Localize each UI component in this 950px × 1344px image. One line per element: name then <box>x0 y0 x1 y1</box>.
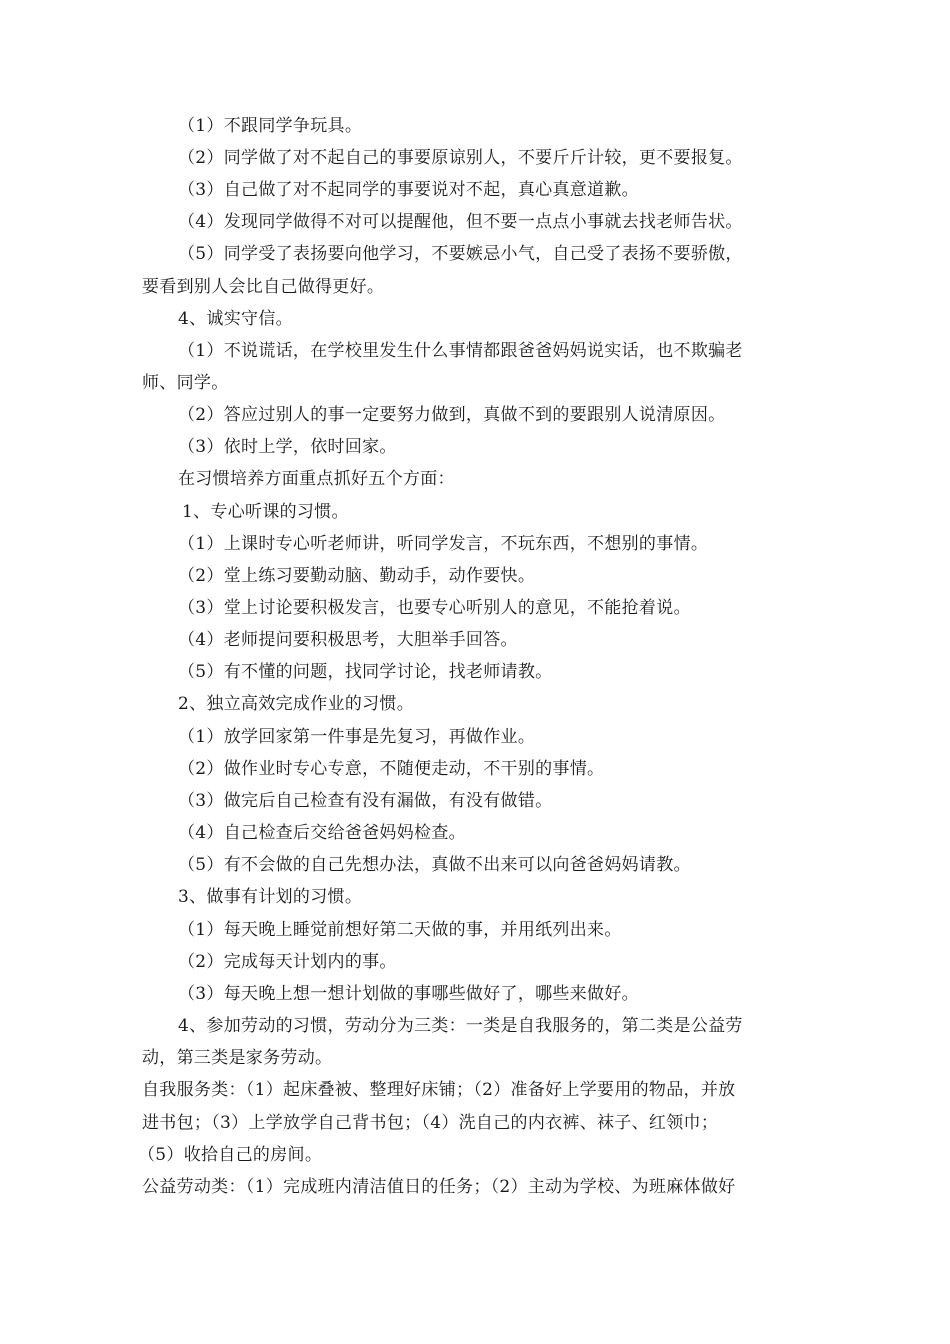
text-line: （4）自己检查后交给爸爸妈妈检查。 <box>178 823 466 843</box>
text-line: （4）老师提问要积极思考，大胆举手回答。 <box>178 630 518 650</box>
section-heading: 2、独立高效完成作业的习惯。 <box>178 694 415 714</box>
text-line: 公益劳动类：（1）完成班内清洁值日的任务；（2）主动为学校、为班麻体做好 <box>142 1177 736 1197</box>
section-heading: 3、做事有计划的习惯。 <box>178 887 363 907</box>
text-line: （2）堂上练习要勤动脑、勤动手，动作要快。 <box>178 566 536 586</box>
section-heading: 4、诚实守信。 <box>178 309 293 329</box>
text-line: （3）依时上学，依时回家。 <box>178 437 397 457</box>
text-line: 动，第三类是家务劳动。 <box>142 1048 333 1068</box>
text-line: 进书包；（3）上学放学自己背书包；（4）洗自己的内衣裤、袜子、红领巾； <box>142 1113 719 1133</box>
text-line: （2）答应过别人的事一定要努力做到，真做不到的要跟别人说清原因。 <box>178 405 726 425</box>
text-line: （4）发现同学做得不对可以提醒他，但不要一点点小事就去找老师告状。 <box>178 212 743 232</box>
text-line: （5）收拾自己的房间。 <box>138 1145 323 1165</box>
text-line: （1）放学回家第一件事是先复习，再做作业。 <box>178 727 536 747</box>
text-line: （3）做完后自己检查有没有漏做，有没有做错。 <box>178 791 553 811</box>
text-line: （5）同学受了表扬要向他学习，不要嫉忌小气，自己受了表扬不要骄傲， <box>178 244 743 264</box>
text-line: （3）每天晚上想一想计划做的事哪些做好了，哪些来做好。 <box>178 984 639 1004</box>
text-line: （2）同学做了对不起自己的事要原谅别人，不要斤斤计较，更不要报复。 <box>178 148 743 168</box>
text-line: （2）做作业时专心专意，不随便走动，不干别的事情。 <box>178 759 605 779</box>
section-heading: 1、专心听课的习惯。 <box>182 502 349 522</box>
text-line: （1）每天晚上睡觉前想好第二天做的事，并用纸列出来。 <box>178 920 622 940</box>
text-line: （1）不说谎话，在学校里发生什么事情都跟爸爸妈妈说实话，也不欺骗老 <box>178 341 743 361</box>
text-line: （3）堂上讨论要积极发言，也要专心听别人的意见，不能抢着说。 <box>178 598 691 618</box>
text-line: （1）上课时专心听老师讲，听同学发言，不玩东西，不想别的事情。 <box>178 534 709 554</box>
text-line: （5）有不会做的自己先想办法，真做不出来可以向爸爸妈妈请教。 <box>178 855 691 875</box>
section-heading: 4、参加劳动的习惯，劳动分为三类：一类是自我服务的，第二类是公益劳 <box>178 1016 743 1036</box>
text-line: （5）有不懂的问题，找同学讨论，找老师请教。 <box>178 662 553 682</box>
section-heading: 在习惯培养方面重点抓好五个方面： <box>178 469 455 489</box>
text-line: 自我服务类：（1）起床叠被、整理好床铺；（2）准备好上学要用的物品，并放 <box>142 1080 736 1100</box>
text-line: （3）自己做了对不起同学的事要说对不起，真心真意道歉。 <box>178 180 639 200</box>
text-line: （1）不跟同学争玩具。 <box>178 116 363 136</box>
text-line: 要看到别人会比自己做得更好。 <box>142 277 385 297</box>
text-line: 师、同学。 <box>142 373 229 393</box>
text-line: （2）完成每天计划内的事。 <box>178 952 397 972</box>
